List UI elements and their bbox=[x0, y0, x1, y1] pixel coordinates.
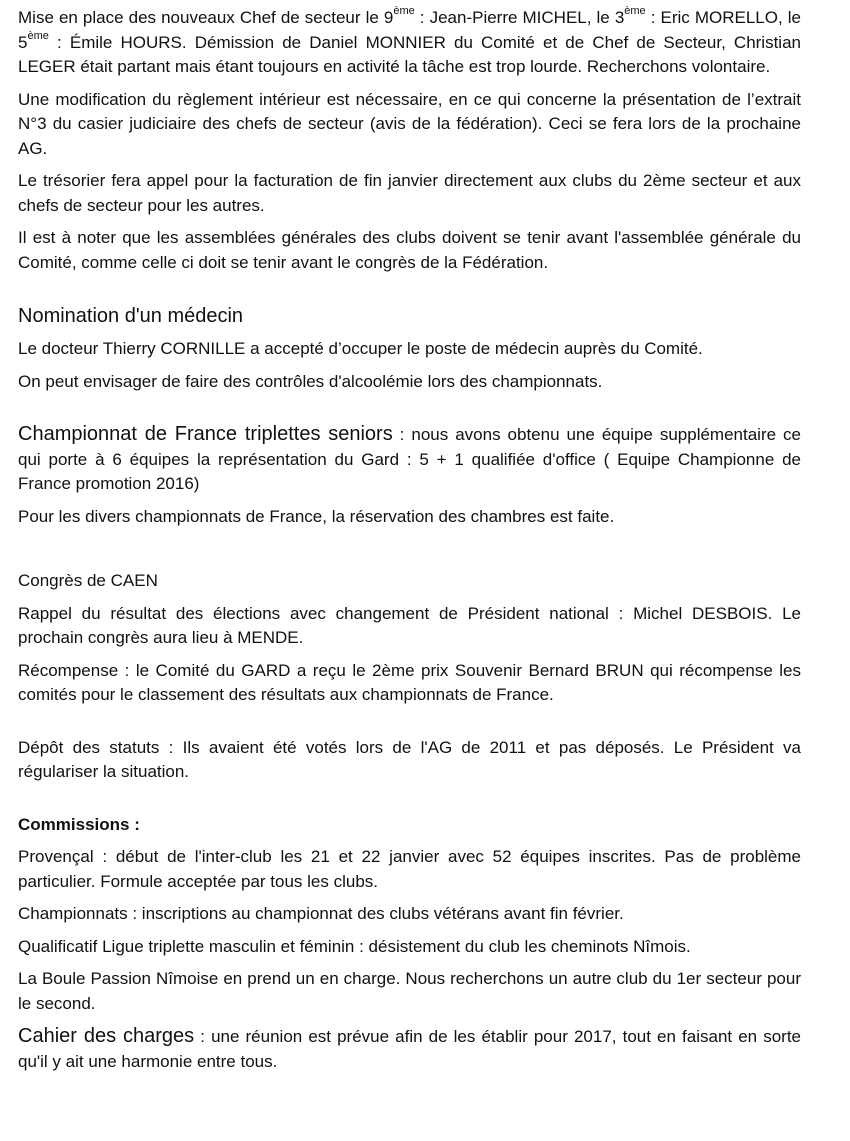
paragraph-assemblees: Il est à noter que les assemblées générales des clubs doivent se tenir avant l'assemblée générale du Comité, comme celle ci doit se tenir avant le congrès de la Fédération. bbox=[18, 228, 801, 272]
paragraph-chambres: Pour les divers championnats de France, la réservation des chambres est faite. bbox=[18, 506, 615, 526]
superscript: ème bbox=[393, 5, 415, 17]
paragraph-championnats: Championnats : inscriptions au championnat des clubs vétérans avant fin février. bbox=[18, 904, 624, 923]
cahier-lead: Cahier des charges bbox=[18, 1025, 195, 1047]
paragraph-elections: Rappel du résultat des élections avec changement de Président national : Michel DESBOIS. Le prochain congrès aura lieu à MENDE. bbox=[18, 603, 801, 647]
paragraph-chefs-secteur bbox=[18, 6, 801, 80]
paragraph-medecin: Le docteur Thierry CORNILLE a accepté d’occuper le poste de médecin auprès du Comité. bbox=[18, 339, 703, 358]
championnat-lead: Championnat de France triplettes seniors bbox=[18, 423, 393, 445]
document-page bbox=[18, 6, 801, 1074]
paragraph-championnat-france bbox=[18, 422, 801, 497]
paragraph-recompense: Récompense : le Comité du GARD a reçu le 2ème prix Souvenir Bernard BRUN qui récompense les comités pour le classement des résultats aux championnats de France. bbox=[18, 660, 801, 704]
heading-commissions: Commissions : bbox=[18, 814, 140, 834]
heading-congres: Congrès de CAEN bbox=[18, 571, 158, 590]
heading-medecin: Nomination d'un médecin bbox=[18, 305, 244, 327]
paragraph-reglement: Une modification du règlement intérieur est nécessaire, en ce qui concerne la présentation de l’extrait N°3 du casier judiciaire des chefs de secteur (avis de la fédération). Ceci se fera lors de la prochaine AG. bbox=[18, 89, 801, 158]
paragraph-boule-passion: La Boule Passion Nîmoise en prend un en charge. Nous recherchons un autre club du 1er secteur pour le second. bbox=[18, 969, 801, 1013]
text-segment: : Jean-Pierre MICHEL, le 3 bbox=[414, 8, 625, 27]
text-segment: : Émile HOURS. Démission de Daniel MONNIER du Comité et de Chef de Secteur, Christian LEGER était partant mais étant toujours en activité la tâche est trop lourde. Recherchons volontaire. bbox=[18, 32, 801, 76]
paragraph-provencal: Provençal : début de l'inter-club les 21 et 22 janvier avec 52 équipes inscrites. Pas de problème particulier. Formule acceptée par tous les clubs. bbox=[18, 847, 801, 891]
paragraph-qualificatif: Qualificatif Ligue triplette masculin et féminin : désistement du club les cheminots Nîmois. bbox=[18, 936, 691, 956]
superscript: ème bbox=[27, 29, 49, 42]
text-segment: Mise en place des nouveaux Chef de secteur le 9 bbox=[18, 8, 394, 27]
paragraph-statuts: Dépôt des statuts : Ils avaient été votés lors de l'AG de 2011 et pas déposés. Le Président va régulariser la situation. bbox=[18, 737, 801, 781]
cahier-text: : une réunion est prévue afin de les établir pour 2017, tout en faisant en sorte qu'il y ait une harmonie entre tous. bbox=[18, 1027, 802, 1071]
superscript: ème bbox=[624, 5, 646, 17]
text-segment: : Eric MORELLO, le 5 bbox=[18, 8, 802, 52]
championnat-text: : nous avons obtenu une équipe supplémentaire ce qui porte à 6 équipes la représentation du Gard : 5 + 1 qualifiée d'office ( Equipe Championne de France promotion 2016) bbox=[18, 425, 801, 493]
paragraph-alcoolemie: On peut envisager de faire des contrôles d'alcoolémie lors des championnats. bbox=[18, 371, 603, 391]
paragraph-cahier-charges bbox=[18, 1024, 801, 1074]
paragraph-tresorier: Le trésorier fera appel pour la facturation de fin janvier directement aux clubs du 2ème secteur et aux chefs de secteur pour les autres. bbox=[18, 171, 801, 215]
